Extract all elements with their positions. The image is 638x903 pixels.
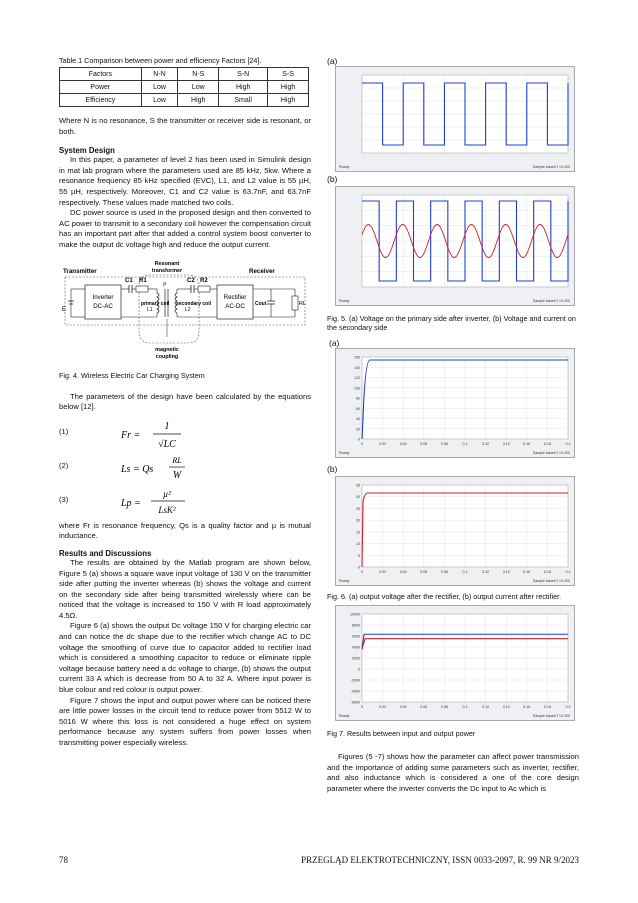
y-tick-label: 20 [356, 427, 360, 432]
table-header-row [60, 68, 309, 81]
x-tick-label: 0.18 [543, 442, 551, 446]
results-paragraph: The results are obtained by the Matlab program are shown below, Figure 5 (a) shows a square wave input voltage of 130 V on the transmitter side after putting the inverter whereas (b) shows the voltage and current on the secondary side after being transmitted wirelessly where can be noticed that the voltage is increased to 150 V with R load approximately 4.5Ω. [59, 557, 311, 620]
primary-coil-label: primary coil [141, 300, 170, 307]
fig6a-plot [335, 348, 575, 458]
equations-intro: The parameters of the design have been calculated by the equations below [12]. [59, 391, 311, 412]
system-design-paragraph: DC power source is used in the proposed design and then converted to AC power to transmit to a secondary coil however the compensation circuit has an important part after that added a control system boost converter to make the output dc voltage high and reduce the output current. [59, 208, 311, 249]
status-ready: Ready [339, 451, 350, 455]
resonant-label: Resonant [154, 260, 180, 267]
x-tick-label: 0.06 [420, 570, 428, 574]
c1-label: C1 [125, 277, 133, 284]
fig6b-plot [335, 476, 575, 586]
y-tick-label: 20 [356, 518, 360, 523]
fig5b-plot [335, 186, 575, 306]
x-tick-label: 0.12 [482, 442, 490, 446]
svg-text:RL: RL [172, 455, 182, 465]
svg-text:µ²: µ² [163, 488, 171, 499]
status-sample: Sample based T=0.200 [532, 165, 570, 169]
x-tick-label: 0.06 [420, 442, 428, 446]
x-tick-label: 0.14 [502, 570, 510, 574]
equation-number: (1) [59, 426, 69, 436]
r2-label: R2 [200, 277, 208, 284]
y-tick-label: 2000 [352, 656, 360, 661]
table-header-cell: S-N [219, 68, 268, 81]
page-number: 78 [59, 855, 68, 865]
x-tick-label: 0 [361, 442, 363, 446]
fig6a-label: (a) [329, 338, 340, 348]
inverter-label: Inverter [92, 293, 114, 301]
fig7-caption: Fig 7. Results between input and output power [327, 729, 476, 738]
inverter-block [85, 285, 121, 319]
left-column [59, 56, 311, 749]
transmitter-label: Transmitter [63, 267, 97, 275]
y-tick-label: -6000 [350, 700, 360, 705]
fig7-svg [336, 606, 574, 720]
fig5b-label: (b) [327, 174, 338, 184]
table-cell: High [178, 94, 219, 107]
table1-note: Where N is no resonance, S the transmitter or receiver side is resonant, or both. [59, 116, 311, 136]
secondary-coil-label: secondary coil [176, 300, 212, 307]
fig5b-container [327, 174, 579, 306]
table-cell: Low [141, 94, 178, 107]
y-tick-label: 60 [356, 406, 360, 411]
results-paragraph: Figure 7 shows the input and output power where can be noticed there are little power losses in the circuit tend to reduce power from 5512 W to 5016 W where this loss is not considered a huge effect on system performance because any system suffers from power losses when transmitting power especially wireless. [59, 695, 311, 747]
acdc-label: AC-DC [225, 302, 245, 310]
table-row [60, 81, 309, 94]
x-tick-label: 0.04 [399, 705, 407, 709]
svg-text:Fr =: Fr = [121, 429, 141, 441]
y-tick-label: 10000 [350, 612, 360, 617]
table-header-cell: N-S [178, 68, 219, 81]
status-sample: Sample based T=0.200 [532, 451, 570, 455]
y-tick-label: 0 [358, 565, 360, 570]
fig4-caption: Fig. 4. Wireless Electric Car Charging System [59, 370, 205, 380]
table-header-cell: N-N [141, 68, 178, 81]
table-cell: High [219, 81, 268, 94]
equation-2-formula [119, 453, 239, 487]
equations-where: where Fr is resonance frequency, Qs is a quality factor and µ is mutual inductance. [59, 520, 311, 541]
x-tick-label: 0.16 [523, 442, 531, 446]
svg-text:Lp =: Lp = [121, 497, 141, 509]
x-tick-label: 0.14 [502, 705, 510, 709]
receiver-label: Receiver [249, 267, 275, 275]
status-ready: Ready [339, 299, 350, 303]
source-e-label: E [62, 306, 67, 313]
equation-2 [59, 453, 311, 487]
y-tick-label: 40 [356, 417, 360, 421]
y-tick-label: 30 [356, 495, 360, 500]
journal-info: PRZEGLĄD ELEKTROTECHNICZNY, ISSN 0033-2097, R. 99 NR 9/2023 [301, 855, 579, 865]
equation-3-formula [119, 487, 239, 521]
equation-number: (2) [59, 460, 69, 470]
x-tick-label: 0.2 [565, 442, 571, 446]
x-tick-label: 0.08 [440, 442, 448, 446]
y-tick-label: 0 [358, 667, 360, 672]
table-cell: Low [141, 81, 178, 94]
l1-label: L1 [147, 306, 153, 313]
y-tick-label: 80 [356, 396, 360, 401]
x-tick-label: 0.02 [379, 442, 387, 446]
status-sample: Sample based T=0.200 [532, 714, 570, 718]
x-tick-label: 0.04 [399, 570, 407, 574]
y-tick-label: -4000 [350, 689, 360, 694]
table-cell: Power [60, 81, 142, 94]
table-cell: High [268, 81, 309, 94]
x-tick-label: 0.2 [565, 705, 571, 709]
y-tick-label: 6000 [352, 634, 360, 639]
x-tick-label: 0.1 [462, 570, 468, 574]
y-tick-label: 100 [354, 386, 360, 391]
fig5-caption: Fig. 5. (a) Voltage on the primary side after inverter, (b) Voltage and current on the secondary side [327, 314, 576, 332]
mu-label: µ [163, 280, 167, 287]
table-header-cell: S-S [268, 68, 309, 81]
fig6b-svg [336, 477, 574, 585]
fig7-plot [335, 605, 575, 721]
status-sample: Sample based T=0.200 [532, 579, 570, 583]
rectifier-block [217, 285, 253, 319]
fig5b-svg [336, 187, 574, 305]
rl-label: RL [299, 300, 307, 307]
y-tick-label: 4000 [352, 645, 360, 650]
c2-label: C2 [187, 277, 195, 284]
y-tick-label: 8000 [352, 623, 360, 628]
fig6-caption: Fig. 6. (a) output voltage after the rectifier, (b) output current after rectifier. [327, 592, 562, 601]
page-footer [59, 855, 579, 865]
y-tick-label: 140 [354, 365, 360, 370]
x-tick-label: 0.02 [379, 705, 387, 709]
closing-paragraph: Figures (5 -7) shows how the parameter can affect power transmission and the importance of adding some parameters such as inverter, rectifier, and also inductance which is considered a one of the core design parameter where the inverter converts the Dc input to Ac which is [327, 752, 579, 793]
equation-number: (3) [59, 494, 69, 504]
x-tick-label: 0.18 [543, 705, 551, 709]
r1-label: R1 [139, 277, 147, 284]
system-design-paragraph: In this paper, a parameter of level 2 has been used in Simulink design in mat lab program where the parameters used are 85 kHz, 5kw. Where a resonance frequency 85 kHz specified (EVC), L1, and L2 value is 55 µH, 55 µH, respectively. Moreover, C1 and C2 value is 63.7nF, and 63.7nF respectively. These values made matched two coils. [59, 155, 311, 207]
status-ready: Ready [339, 714, 350, 718]
status-ready: Ready [339, 579, 350, 583]
y-tick-label: -2000 [350, 678, 360, 683]
x-tick-label: 0.08 [440, 705, 448, 709]
fig6b-container [327, 464, 579, 586]
table-cell: High [268, 94, 309, 107]
x-tick-label: 0.1 [462, 442, 468, 446]
y-tick-label: 10 [356, 542, 360, 547]
l2-label: L2 [185, 306, 191, 313]
y-tick-label: 15 [356, 530, 360, 535]
x-tick-label: 0.02 [379, 570, 387, 574]
svg-text:W: W [172, 469, 182, 481]
fig6a-svg [336, 349, 574, 457]
fig4-diagram [59, 259, 311, 367]
transformer-label: transformer [151, 267, 183, 274]
y-tick-label: 0 [358, 437, 360, 442]
table-cell: Small [219, 94, 268, 107]
svg-text:√LC: √LC [158, 438, 176, 450]
results-heading: Results and Discussions [59, 548, 152, 558]
dcac-label: DC-AC [93, 302, 113, 310]
x-tick-label: 0.12 [482, 570, 490, 574]
coupling-label: coupling [155, 353, 179, 360]
x-tick-label: 0.06 [420, 705, 428, 709]
x-tick-label: 0.14 [502, 442, 510, 446]
fig5a-label: (a) [327, 56, 338, 66]
equation-1-formula [119, 419, 239, 453]
fig7-container [327, 605, 579, 721]
magnetic-label: magnetic [155, 346, 179, 353]
fig5a-plot [335, 66, 575, 172]
table-header-cell: Factors [60, 68, 142, 81]
y-tick-label: 25 [356, 506, 360, 511]
svg-text:1: 1 [164, 420, 170, 432]
comparison-table [59, 67, 309, 107]
fig6a-container [327, 338, 579, 458]
x-tick-label: 0 [361, 705, 363, 709]
fig5a-container [327, 56, 579, 172]
y-tick-label: 150 [354, 355, 360, 360]
svg-text:LsK²: LsK² [158, 504, 176, 515]
x-tick-label: 0.16 [523, 570, 531, 574]
y-tick-label: 120 [354, 376, 360, 380]
x-tick-label: 0 [361, 570, 363, 574]
equation-block [59, 419, 311, 521]
table1-caption: Table.1 Comparison between power and efficiency Factors [24]. [59, 56, 262, 65]
x-tick-label: 0.04 [399, 442, 407, 446]
y-tick-label: 5 [358, 553, 360, 558]
x-tick-label: 0.1 [462, 705, 468, 709]
fig5a-svg [336, 67, 574, 171]
x-tick-label: 0.18 [543, 570, 551, 574]
system-design-heading: System Design [59, 146, 115, 156]
y-tick-label: 35 [356, 483, 360, 488]
status-ready: Ready [339, 165, 350, 169]
rectifier-label: Rectifier [223, 293, 247, 301]
table-cell: Low [178, 81, 219, 94]
cout-label: Cout [255, 300, 267, 307]
circuit-diagram [59, 259, 311, 367]
table-row [60, 94, 309, 107]
results-paragraph: Figure 6 (a) shows the output Dc voltage 150 V for charging electric car and can notice the dc shape due to the rectifier which change AC to DC voltage the smoothing of curve due to capacitor added to rectifier load which is considered a smoothing capacitor to reduce or eliminate ripple voltage because battery need a dc voltage to charge, (b) shows the output current 33 A which is decrease from 50 A to 32 A. Where input power is blue colour and red colour is output power. [59, 621, 311, 695]
fig6b-label: (b) [327, 464, 338, 474]
equation-1 [59, 419, 311, 453]
status-sample: Sample based T=0.200 [532, 299, 570, 303]
x-tick-label: 0.12 [482, 705, 490, 709]
x-tick-label: 0.16 [523, 705, 531, 709]
x-tick-label: 0.2 [565, 570, 571, 574]
right-column [327, 56, 579, 794]
table-cell: Efficiency [60, 94, 142, 107]
equation-3 [59, 487, 311, 521]
svg-text:Ls = Qs: Ls = Qs [121, 463, 154, 475]
x-tick-label: 0.08 [440, 570, 448, 574]
